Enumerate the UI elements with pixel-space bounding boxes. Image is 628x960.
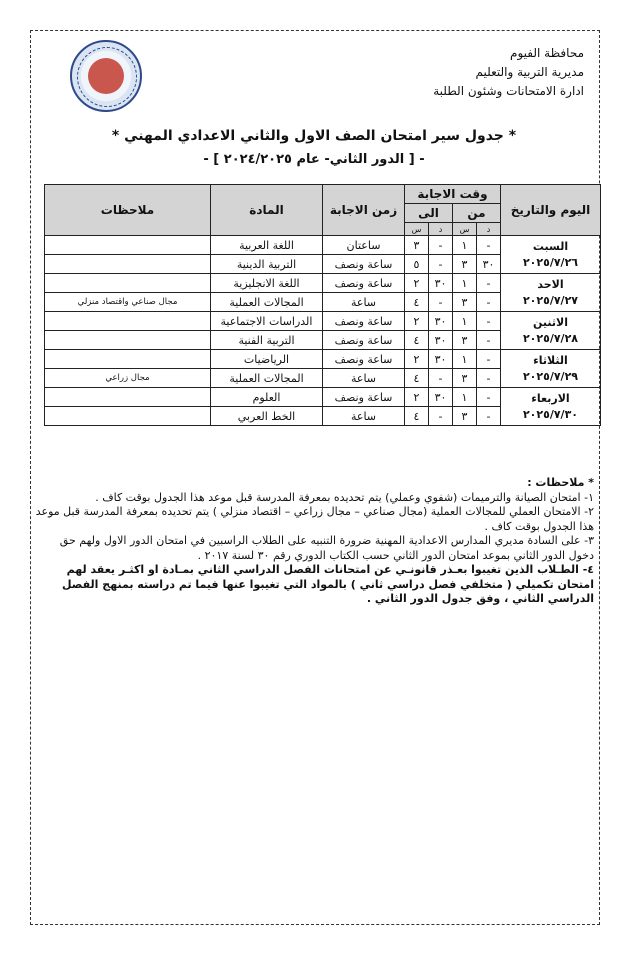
cell-note [45,407,211,426]
header-subject: المادة [211,185,323,236]
cell-from-h: ٣ [453,293,477,312]
cell-note [45,274,211,293]
table-row [45,388,601,407]
cell-from-h: ١ [453,274,477,293]
cell-subject: الخط العربي [211,407,323,426]
cell-to-h: ٢ [405,274,429,293]
cell-from-h: ١ [453,388,477,407]
cell-from-m: - [477,388,501,407]
cell-to-m: - [429,407,453,426]
table-row [45,274,601,293]
cell-to-h: ٤ [405,331,429,350]
cell-duration: ساعة [323,369,405,388]
cell-duration: ساعتان [323,236,405,255]
cell-to-h: ٥ [405,255,429,274]
cell-from-m: - [477,407,501,426]
cell-duration: ساعة ونصف [323,331,405,350]
cell-note [45,312,211,331]
cell-duration: ساعة [323,407,405,426]
cell-from-h: ١ [453,350,477,369]
day-date-cell [501,274,601,312]
note-item: ٢- الامتحان العملي للمجالات العملية (مجال صناعي – مجال زراعي – اقتصاد منزلي ) يتم تحديده بمعرفة المدرسة قبل موعد هذا الجدول بوقت كاف . [35,505,594,533]
cell-duration: ساعة ونصف [323,274,405,293]
note-item: ٣- على السادة مديري المدارس الاعدادية المهنية ضرورة التنبيه على الطلاب الراسبين في امتحان الدور الاول ولهم حق دخول الدور الثاني بموعد امتحان الدور الثاني حسب الكتاب الدوري رقم ٣٠ لسنة ٢٠١٧ . [59,534,594,562]
header-from: من [453,204,501,223]
day-name: السبت [532,239,569,253]
issuer-header [433,44,584,101]
cell-note: مجال صناعي واقتصاد منزلي [45,293,211,312]
cell-to-m: - [429,369,453,388]
header-to: الى [405,204,453,223]
day-date-cell [501,388,601,426]
cell-to-m: - [429,255,453,274]
cell-duration: ساعة ونصف [323,312,405,331]
cell-duration: ساعة ونصف [323,255,405,274]
cell-from-h: ٣ [453,407,477,426]
cell-to-h: ٤ [405,293,429,312]
table-row [45,236,601,255]
note-item: ٤- الطـلاب الذين تغيبوا بعـذر قانونـي عن امتحانات الفصل الدراسي الثاني بمـادة او اكثـر يعقد لهم امتحان تكميلي ( متخلفي فصل دراسي ثاني ) بالمواد التي تغيبوا عنها فيما تم دراسته بمنهج الفصل الدراسي الثاني ، وفق جدول الدور الثاني . [61,563,594,605]
cell-to-m: - [429,293,453,312]
cell-to-h: ٤ [405,407,429,426]
cell-to-m: ٣٠ [429,274,453,293]
cell-to-h: ٢ [405,388,429,407]
header-hours: س [405,223,429,236]
cell-subject: التربية الفنية [211,331,323,350]
header-minutes: د [477,223,501,236]
department-line: ادارة الامتحانات وشئون الطلبة [433,84,584,98]
cell-note: مجال زراعي [45,369,211,388]
cell-to-h: ٣ [405,236,429,255]
cell-to-m: ٣٠ [429,331,453,350]
cell-duration: ساعة [323,293,405,312]
cell-duration: ساعة ونصف [323,388,405,407]
cell-subject: اللغة العربية [211,236,323,255]
cell-note [45,331,211,350]
exam-date: ٢٠٢٥/٧/٢٨ [522,331,579,345]
cell-to-h: ٤ [405,369,429,388]
cell-note [45,388,211,407]
cell-to-m: - [429,236,453,255]
header-minutes: د [429,223,453,236]
cell-to-h: ٢ [405,312,429,331]
cell-subject: الدراسات الاجتماعية [211,312,323,331]
table-row [45,350,601,369]
day-date-cell [501,236,601,274]
cell-from-m: - [477,274,501,293]
cell-subject: التربية الدينية [211,255,323,274]
cell-from-m: - [477,236,501,255]
exam-schedule-table [44,184,601,426]
cell-from-h: ٣ [453,255,477,274]
directorate-line: مديرية التربية والتعليم [475,65,584,79]
exam-date: ٢٠٢٥/٧/٢٦ [522,255,579,269]
cell-subject: العلوم [211,388,323,407]
header-time: وقت الاجابة [405,185,501,204]
cell-subject: المجالات العملية [211,369,323,388]
cell-duration: ساعة ونصف [323,350,405,369]
day-date-cell [501,350,601,388]
cell-from-h: ٣ [453,331,477,350]
cell-to-m: ٣٠ [429,388,453,407]
cell-subject: اللغة الانجليزية [211,274,323,293]
note-item: ١- امتحان الصيانة والترميمات (شفوي وعملي) يتم تحديده بمعرفة المدرسة قبل موعد هذا الجدول بوقت كاف . [95,490,594,504]
table-row [45,312,601,331]
schedule-body [45,236,601,426]
header-hours: س [453,223,477,236]
cell-from-m: - [477,369,501,388]
cell-from-m: - [477,312,501,331]
cell-to-m: ٣٠ [429,312,453,331]
exam-date: ٢٠٢٥/٧/٢٧ [522,293,579,307]
header-day: اليوم والتاريخ [501,185,601,236]
cell-note [45,236,211,255]
header-duration: زمن الاجابة [323,185,405,236]
day-name: الاحد [537,277,564,291]
cell-subject: الرياضيات [211,350,323,369]
governorate-line: محافظة الفيوم [510,46,584,60]
page-title: * جدول سير امتحان الصف الاول والثاني الاعدادي المهني * [111,128,517,144]
day-name: الاثنين [533,315,568,329]
cell-note [45,350,211,369]
day-name: الاربعاء [531,391,570,405]
notes-heading: * ملاحظات : [527,476,594,489]
cell-to-h: ٢ [405,350,429,369]
notes-section [34,476,594,607]
cell-from-h: ١ [453,312,477,331]
header-notes: ملاحظات [45,185,211,236]
cell-subject: المجالات العملية [211,293,323,312]
day-date-cell [501,312,601,350]
cell-from-h: ١ [453,236,477,255]
cell-from-m: - [477,331,501,350]
cell-from-m: ٣٠ [477,255,501,274]
exam-date: ٢٠٢٥/٧/٢٩ [522,369,579,383]
cell-from-m: - [477,350,501,369]
cell-from-h: ٣ [453,369,477,388]
cell-note [45,255,211,274]
directorate-logo-icon [70,40,142,112]
page-subtitle: - [ الدور الثاني- عام ٢٠٢٤/٢٠٢٥ ] - [203,152,425,167]
cell-from-m: - [477,293,501,312]
cell-to-m: ٣٠ [429,350,453,369]
day-name: الثلاثاء [533,353,568,367]
exam-date: ٢٠٢٥/٧/٣٠ [522,407,579,421]
